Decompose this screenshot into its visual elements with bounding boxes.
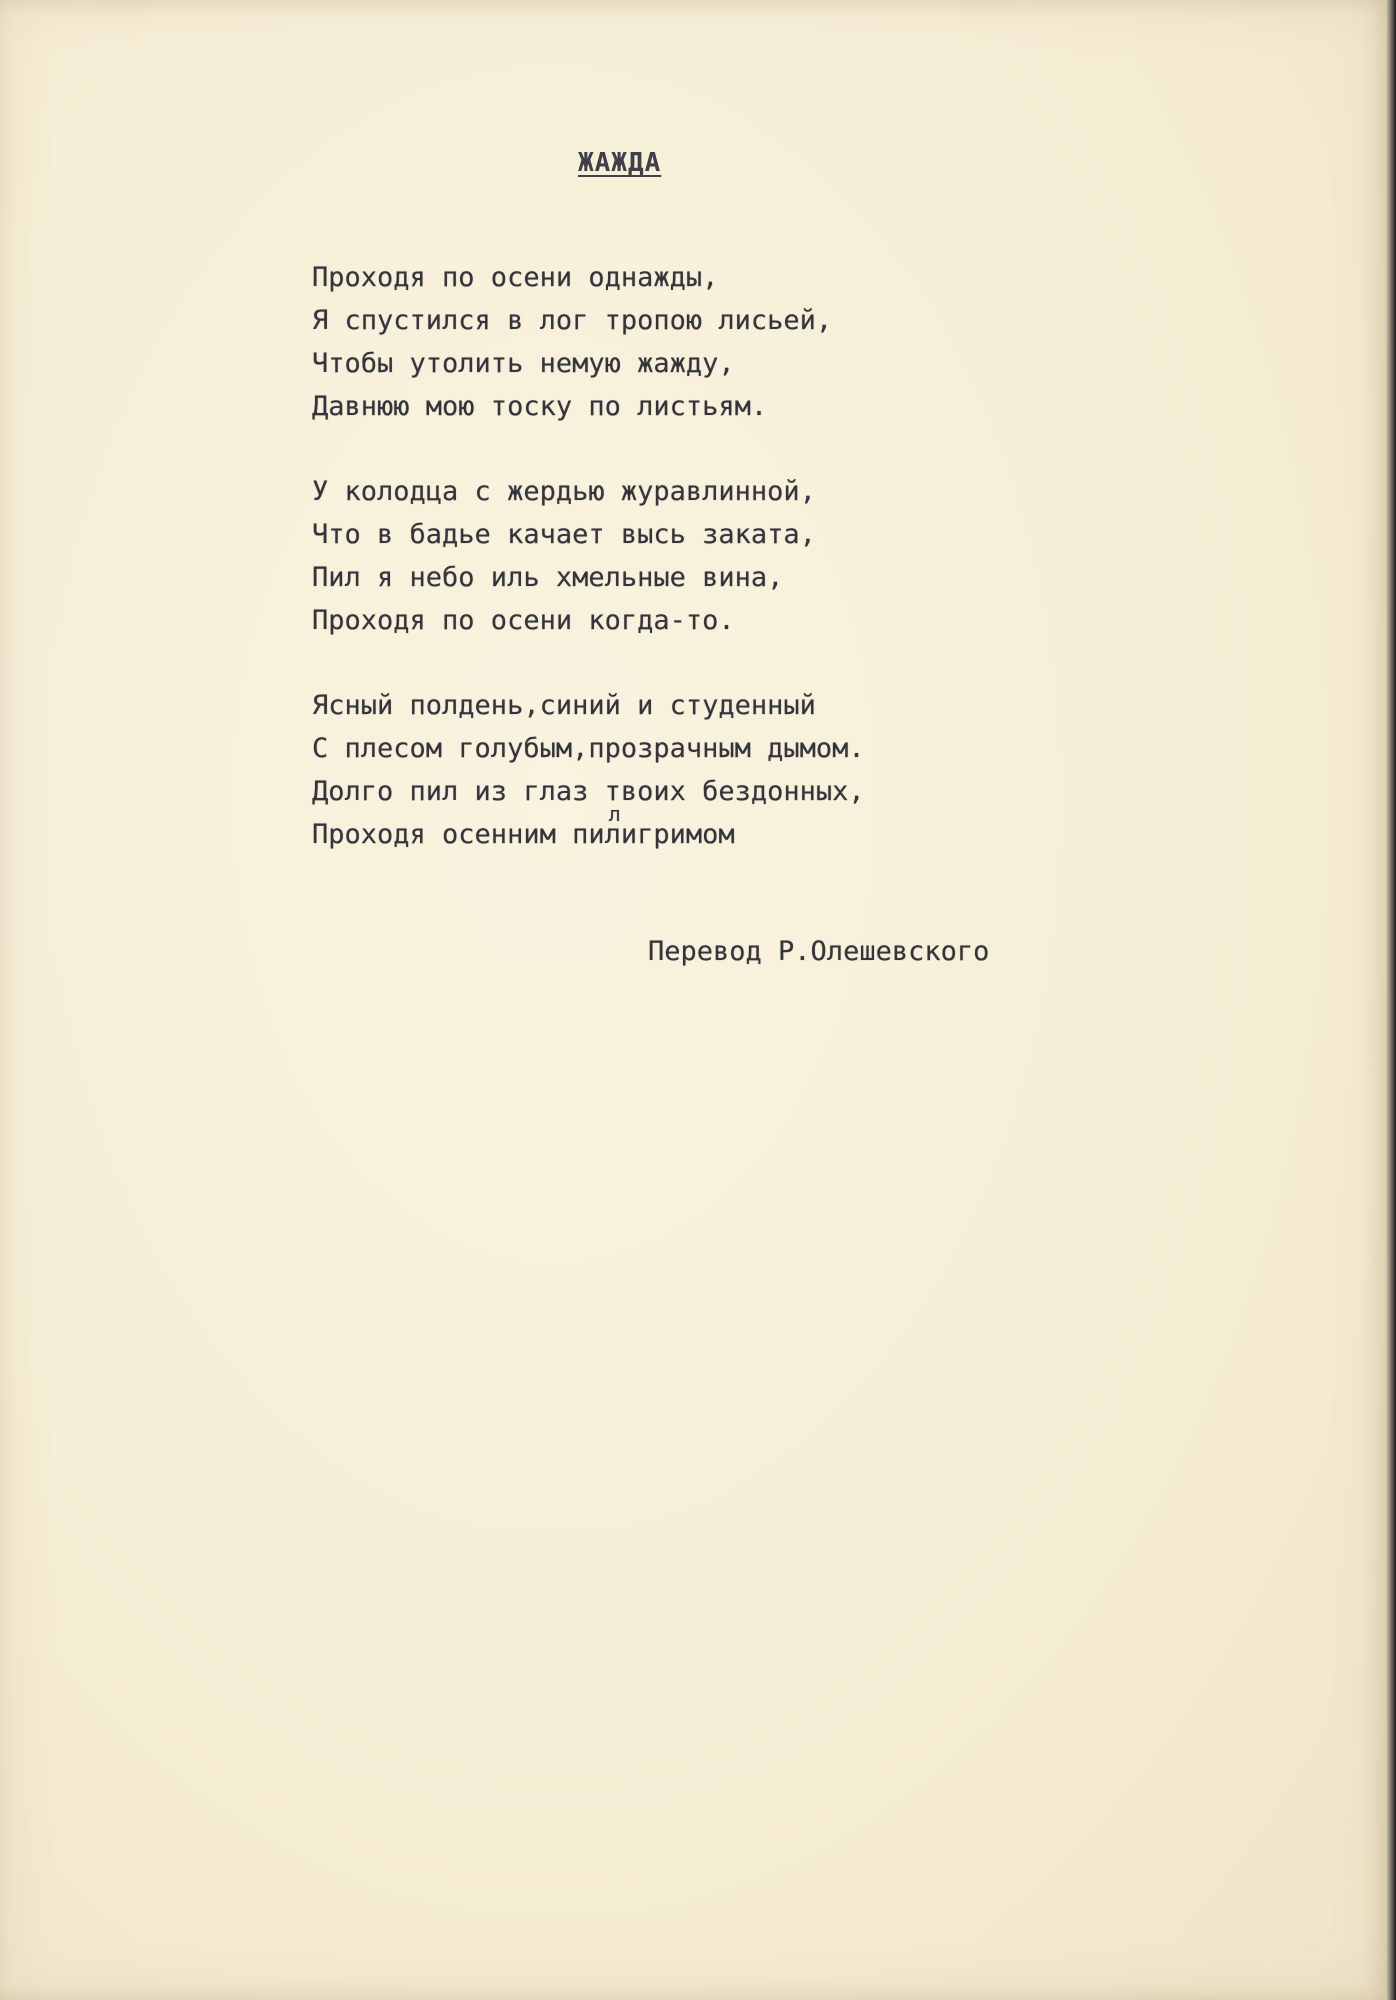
poem-line: Проходя по осени однажды,	[312, 262, 719, 293]
poem-line: Проходя по осени когда-то.	[312, 605, 735, 636]
poem-line-with-insertion	[312, 802, 865, 856]
poem-line: Что в бадье качает высь заката,	[312, 519, 816, 550]
handwritten-insertion: л	[608, 802, 621, 826]
stanza-1	[312, 256, 865, 428]
poem-line-part: Проходя осенним пи	[312, 819, 605, 850]
stanza-2	[312, 470, 865, 642]
poem-line: Давнюю мою тоску по листьям.	[312, 391, 768, 422]
stanza-3	[312, 684, 865, 856]
poem-line: С плесом голубым,прозрачным дымом.	[312, 733, 865, 764]
poem-line: Ясный полдень,синий и студенный	[312, 690, 816, 721]
poem-line: Чтобы утолить немую жажду,	[312, 348, 735, 379]
translator-credit: Перевод Р.Олешевского	[648, 936, 990, 967]
page-edge	[1386, 0, 1396, 2000]
poem-line-part: лигримом	[604, 819, 735, 850]
poem-line: Пил я небо иль хмельные вина,	[312, 562, 784, 593]
poem-line: Долго пил из глаз твоих бездонных,	[312, 776, 865, 807]
poem-body	[312, 256, 865, 898]
poem-title: ЖАЖДА	[578, 148, 662, 178]
poem-line: Я спустился в лог тропою лисьей,	[312, 305, 833, 336]
poem-line: У колодца с жердью журавлинной,	[312, 476, 816, 507]
